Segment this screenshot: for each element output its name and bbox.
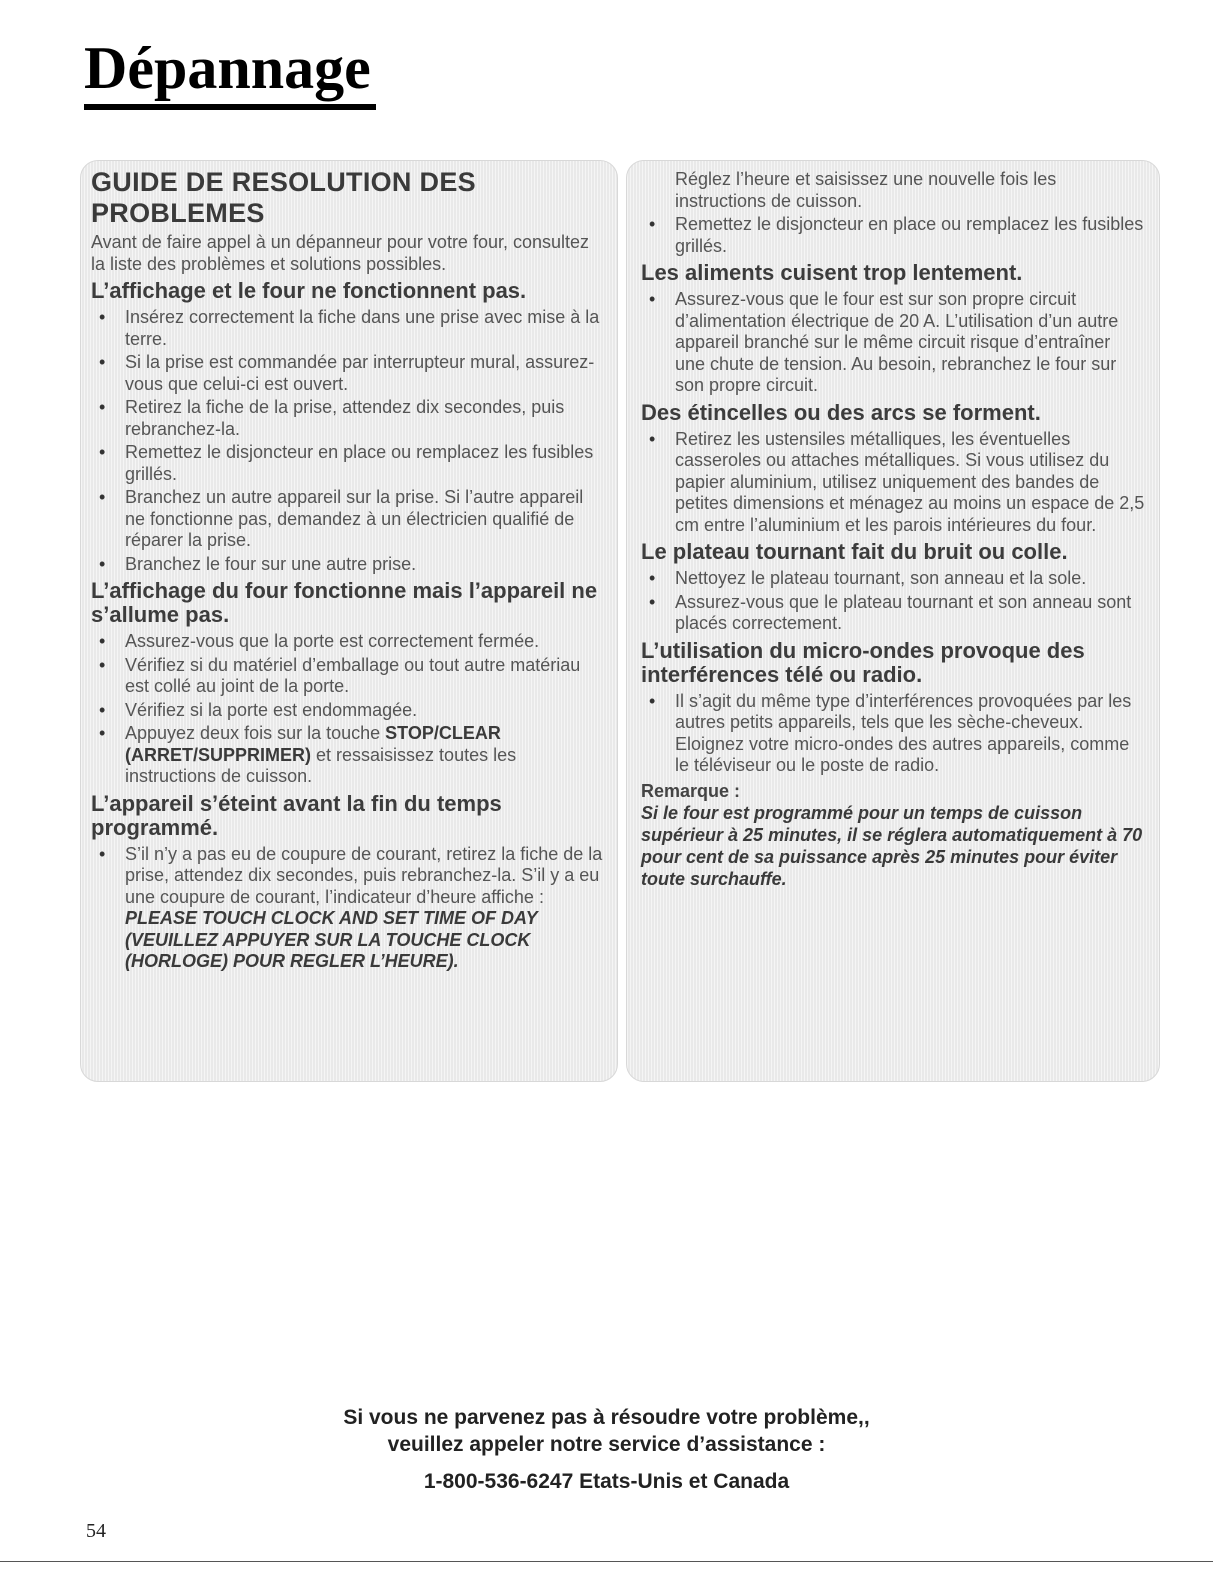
solution-item: • Assurez-vous que le plateau tournant et son anneau sont placés correctement. — [641, 592, 1145, 635]
section-heading: Le plateau tournant fait du bruit ou colle. — [641, 539, 1068, 564]
troubleshooting-panel-left — [80, 160, 618, 1082]
page-number: 54 — [86, 1520, 106, 1542]
remark-label: Remarque : — [641, 780, 741, 801]
guide-title: GUIDE DE RESOLUTION DES PROBLEMES — [91, 167, 476, 228]
section-heading: L’affichage et le four ne fonctionnent pas. — [91, 278, 527, 303]
solution-list — [641, 691, 1145, 777]
solution-item-stop-clear — [91, 723, 603, 788]
solution-list-continued — [641, 169, 1145, 257]
footer-line: Si vous ne parvenez pas à résoudre votre problème,, — [343, 1406, 870, 1429]
section-heading: L’utilisation du micro-ondes provoque des interférences télé ou radio. — [641, 637, 1085, 687]
solution-list — [91, 631, 603, 788]
solution-item: • Insérez correctement la fiche dans une prise avec mise à la terre. — [91, 307, 603, 350]
remark-text: Si le four est programmé pour un temps de cuisson supérieur à 25 minutes, il se réglera automatiquement à 70 pour cent de sa puissance après 25 minutes pour éviter toute surchauffe. — [641, 802, 1143, 889]
solution-item-continued: Réglez l’heure et saisissez une nouvelle fois les instructions de cuisson. — [675, 169, 1057, 211]
section-heading: Des étincelles ou des arcs se forment. — [641, 399, 1041, 425]
solution-list — [91, 307, 603, 575]
solution-item: • Assurez-vous que le four est sur son propre circuit d’alimentation électrique de 20 A. L’utilisation d’un autre appareil branché sur le même circuit risque d’entraîner une chute de tension. Au besoin, rebranchez le four sur son propre circuit. — [641, 289, 1145, 397]
bottom-divider — [0, 1561, 1213, 1562]
solution-item: • Branchez le four sur une autre prise. — [91, 554, 603, 576]
solution-list — [91, 844, 603, 973]
solution-list — [641, 568, 1145, 635]
solution-item: • Nettoyez le plateau tournant, son anneau et la sole. — [641, 568, 1145, 590]
solution-list — [641, 289, 1145, 397]
solution-item: • Si la prise est commandée par interrupteur mural, assurez-vous que celui-ci est ouvert. — [91, 352, 603, 395]
item-text: et ressaisissez toutes les instructions de cuisson. — [125, 744, 517, 786]
title-underline — [84, 104, 376, 110]
section-heading: Les aliments cuisent trop lentement. — [641, 260, 1023, 285]
page-title: Dépannage — [84, 35, 371, 101]
footer-line: veuillez appeler notre service d’assistance : — [387, 1433, 826, 1456]
solution-item: • Remettez le disjoncteur en place ou remplacez les fusibles grillés. — [641, 214, 1145, 257]
stop-clear-key-label: STOP/CLEAR (ARRET/SUPPRIMER) — [125, 723, 501, 765]
troubleshooting-panel-right — [626, 160, 1160, 1082]
solution-item: • Assurez-vous que la porte est correctement fermée. — [91, 631, 603, 653]
solution-item: • Retirez la fiche de la prise, attendez dix secondes, puis rebranchez-la. — [91, 397, 603, 440]
solution-item: • Vérifiez si du matériel d’emballage ou tout autre matériau est collé au joint de la porte. — [91, 655, 603, 698]
solution-item: • Il s’agit du même type d’interférences provoquées par les autres petits appareils, tels que les sèche-cheveux. Eloignez votre micro-ondes des autres appareils, comme le téléviseur ou le poste de radio. — [641, 691, 1145, 777]
solution-item: • Vérifiez si la porte est endommagée. — [91, 700, 603, 722]
guide-intro: Avant de faire appel à un dépanneur pour votre four, consultez la liste des problèmes et solutions possibles. — [91, 232, 590, 274]
solution-item-power-outage — [91, 844, 603, 973]
solution-item: • Branchez un autre appareil sur la prise. Si l’autre appareil ne fonctionne pas, demandez à un électricien qualifié de réparer la prise. — [91, 487, 603, 552]
solution-list — [641, 429, 1145, 537]
support-phone: 1-800-536-6247 Etats-Unis et Canada — [423, 1470, 790, 1493]
section-heading: L’appareil s’éteint avant la fin du temps programmé. — [91, 790, 502, 840]
item-text: S’il n’y a pas eu de coupure de courant, retirez la fiche de la prise, attendez dix secondes, puis rebranchez-la. S’il y a eu une coupure de courant, l’indicateur d’heure affiche : — [125, 843, 603, 907]
solution-item: • Retirez les ustensiles métalliques, les éventuelles casseroles ou attaches métalliques. Si vous utilisez du papier aluminium, utilisez uniquement des bandes de petites dimensions et ménagez au moins un espace de 2,5 cm entre l’aluminium et les parois intérieures du four. — [641, 429, 1145, 537]
display-message: PLEASE TOUCH CLOCK AND SET TIME OF DAY (VEUILLEZ APPUYER SUR LA TOUCHE CLOCK (HORLOGE) POUR REGLER L’HEURE). — [125, 908, 538, 971]
item-text: Appuyez deux fois sur la touche — [125, 723, 386, 743]
solution-item: • Remettez le disjoncteur en place ou remplacez les fusibles grillés. — [91, 442, 603, 485]
support-footer — [0, 1404, 1213, 1495]
section-heading: L’affichage du four fonctionne mais l’appareil ne s’allume pas. — [91, 578, 598, 627]
